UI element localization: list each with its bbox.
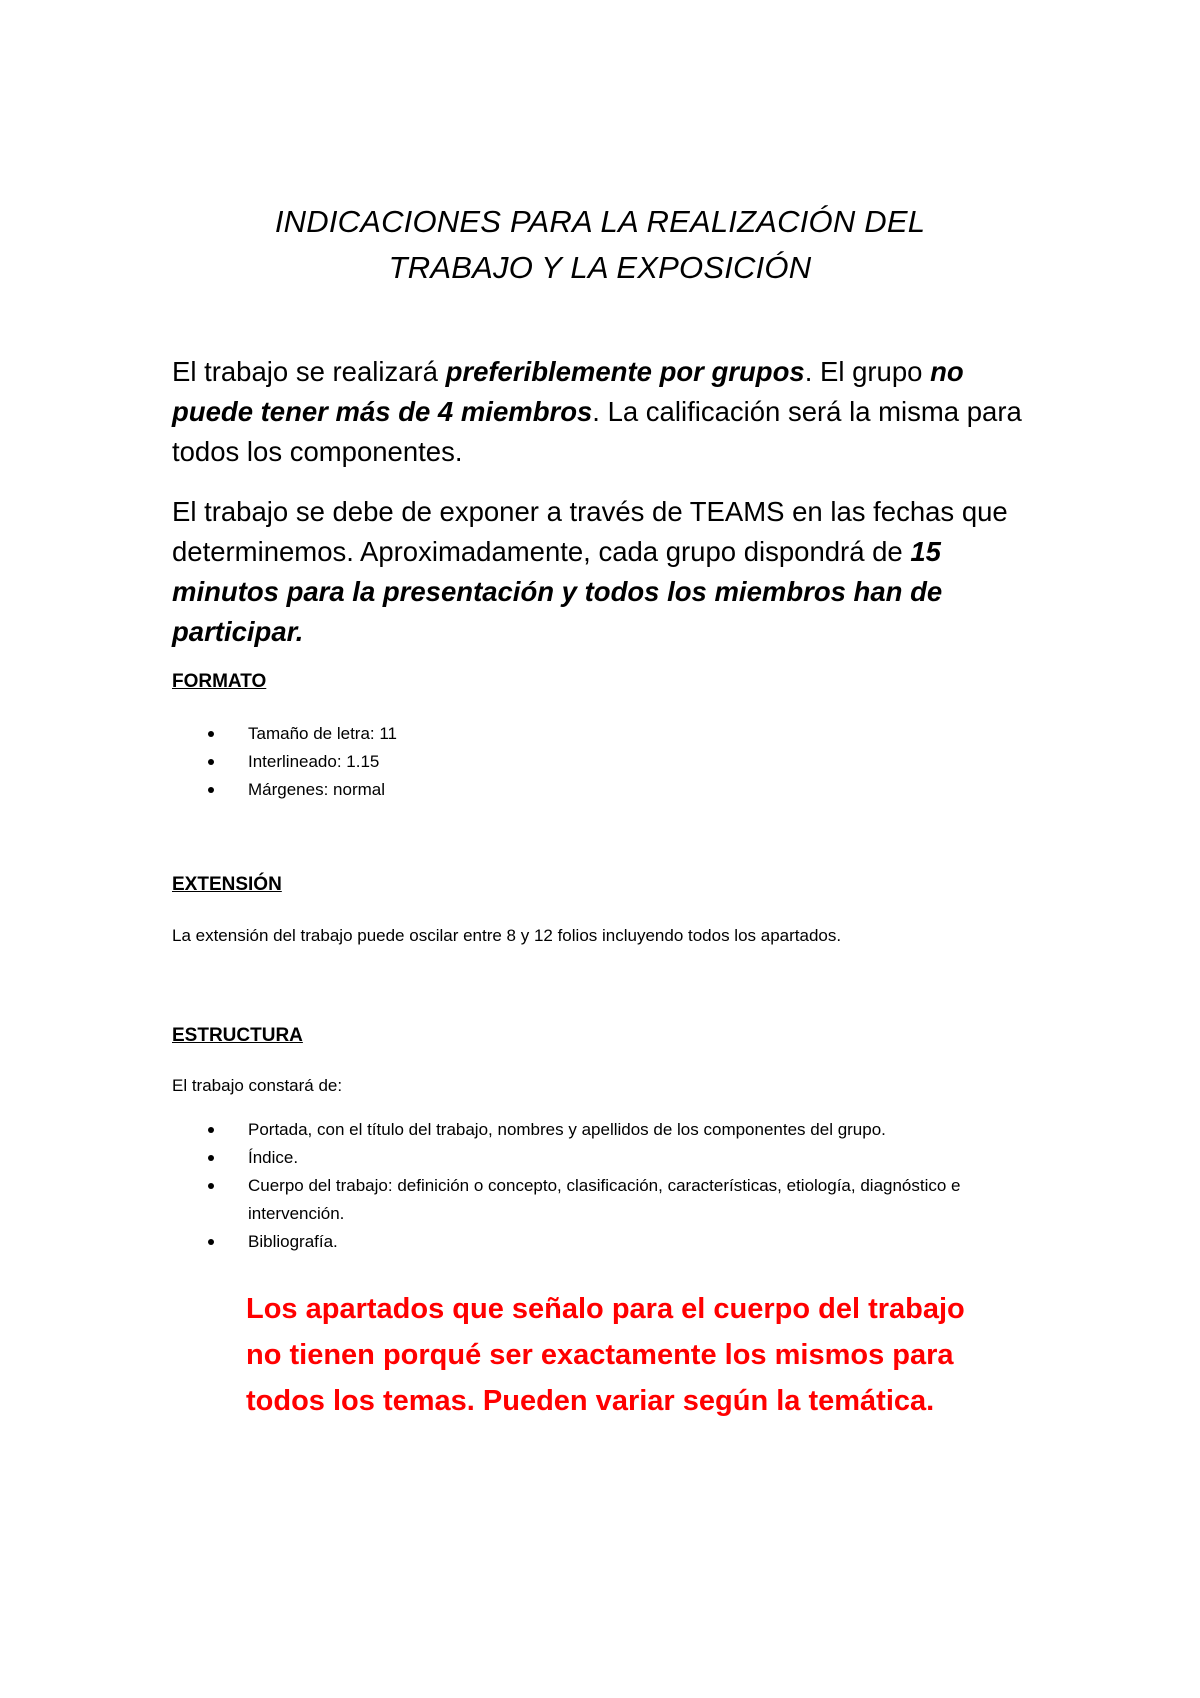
bullet-icon bbox=[208, 1239, 214, 1245]
list-item bbox=[208, 1116, 1048, 1144]
paragraph-text: . El grupo bbox=[804, 356, 931, 387]
list-item-text: Cuerpo del trabajo: definición o concepto, clasificación, características, etiología, diagnóstico e intervención. bbox=[248, 1176, 961, 1223]
paragraph-text: El trabajo se realizará bbox=[172, 356, 446, 387]
list-item-text: Tamaño de letra: 11 bbox=[248, 724, 397, 743]
paragraph-presentation bbox=[172, 492, 1052, 652]
title-line-1: INDICACIONES PARA LA REALIZACIÓN DEL bbox=[274, 203, 926, 239]
paragraph-text: El trabajo se debe de exponer a través de TEAMS en las fechas que determinemos. Aproximadamente, cada grupo dispondrá de bbox=[172, 496, 1008, 567]
note-line-3: todos los temas. Pueden variar según la temática. bbox=[246, 1385, 935, 1417]
bullet-icon bbox=[208, 759, 214, 765]
emphasis-text: no puede tener más de 4 miembros bbox=[172, 356, 964, 427]
bullet-icon bbox=[208, 1155, 214, 1161]
bullet-icon bbox=[208, 1183, 214, 1189]
emphasis-text: preferiblemente por grupos bbox=[445, 356, 805, 387]
list-item-text: Portada, con el título del trabajo, nombres y apellidos de los componentes del grupo. bbox=[248, 1120, 886, 1139]
paragraph-groups bbox=[172, 352, 1052, 472]
estructura-intro: El trabajo constará de: bbox=[172, 1076, 343, 1095]
extension-heading: EXTENSIÓN bbox=[172, 874, 282, 895]
bullet-icon bbox=[208, 1127, 214, 1133]
title-line-2: TRABAJO Y LA EXPOSICIÓN bbox=[388, 249, 812, 285]
bullet-icon bbox=[208, 787, 214, 793]
list-item-text: Bibliografía. bbox=[248, 1232, 338, 1251]
list-item-text: Interlineado: 1.15 bbox=[248, 752, 380, 771]
emphasis-text: 15 minutos para la presentación y todos los miembros han de participar. bbox=[172, 536, 943, 647]
list-item bbox=[208, 720, 1048, 748]
formato-heading: FORMATO bbox=[172, 671, 267, 692]
formato-list bbox=[208, 720, 1048, 804]
list-item bbox=[208, 1172, 1048, 1228]
list-item-text: Índice. bbox=[248, 1148, 299, 1167]
bullet-icon bbox=[208, 731, 214, 737]
estructura-heading: ESTRUCTURA bbox=[172, 1025, 303, 1046]
document-title bbox=[0, 199, 1200, 291]
estructura-list bbox=[208, 1116, 1048, 1256]
note-line-2: no tienen porqué ser exactamente los mismos para bbox=[246, 1339, 954, 1371]
list-item-text: Márgenes: normal bbox=[248, 780, 386, 799]
note-line-1: Los apartados que señalo para el cuerpo del trabajo bbox=[246, 1293, 965, 1325]
extension-text: La extensión del trabajo puede oscilar entre 8 y 12 folios incluyendo todos los apartados. bbox=[172, 926, 842, 945]
list-item bbox=[208, 1144, 1048, 1172]
list-item bbox=[208, 776, 1048, 804]
list-item bbox=[208, 748, 1048, 776]
list-item bbox=[208, 1228, 1048, 1256]
red-note bbox=[246, 1286, 1066, 1424]
paragraph-text: . La calificación será la misma para todos los componentes. bbox=[172, 396, 1022, 467]
